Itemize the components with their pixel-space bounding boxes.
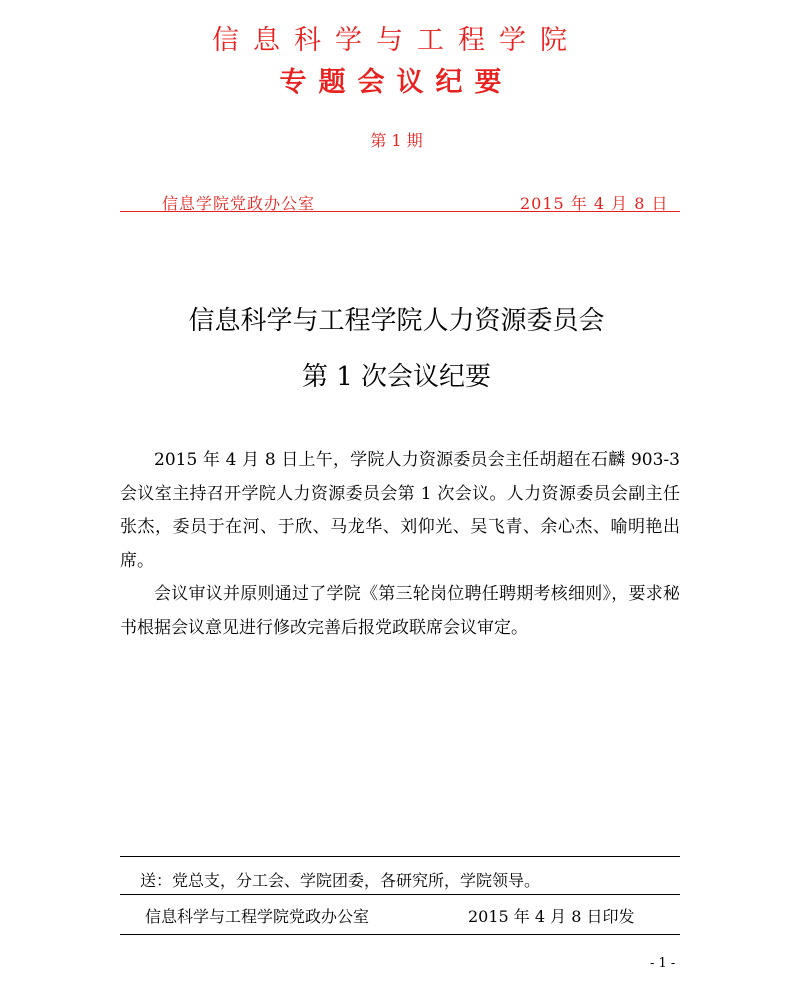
header-date: 2015 年 4 月 8 日 <box>520 194 669 213</box>
organization-name: 信息科学与工程学院 <box>212 25 581 56</box>
meeting-title-line2: 第 1 次会议纪要 <box>301 362 492 392</box>
minutes-body <box>120 444 680 645</box>
footer-issuer: 信息科学与工程学院党政办公室 <box>145 907 370 926</box>
header-red-divider <box>120 211 680 212</box>
meeting-title-line1: 信息科学与工程学院人力资源委员会 <box>188 306 605 336</box>
document-type-title: 专题会议纪要 <box>279 67 514 98</box>
issue-number: 第 1 期 <box>370 131 423 150</box>
footer-issue-date: 2015 年 4 月 8 日印发 <box>468 907 635 926</box>
page-number: - 1 - <box>650 956 676 971</box>
footer-bottom-divider <box>120 934 680 935</box>
footer-top-divider <box>120 856 680 857</box>
footer-middle-divider <box>120 894 680 895</box>
distribution-list: 送：党总支，分工会、学院团委，各研究所，学院领导。 <box>140 871 541 890</box>
body-paragraph: 2015 年 4 月 8 日上午，学院人力资源委员会主任胡超在石麟 903-3 会议室主持召开学院人力资源委员会第 1 次会议。人力资源委员会副主任张杰，委员于在河、于欣、马龙华、刘仰光、吴飞青、余心杰、喻明艳出席。 <box>120 450 680 571</box>
body-paragraph: 会议审议并原则通过了学院《第三轮岗位聘任聘期考核细则》，要求秘书根据会议意见进行修改完善后报党政联席会议审定。 <box>120 584 680 638</box>
header-issuer: 信息学院党政办公室 <box>162 194 316 213</box>
